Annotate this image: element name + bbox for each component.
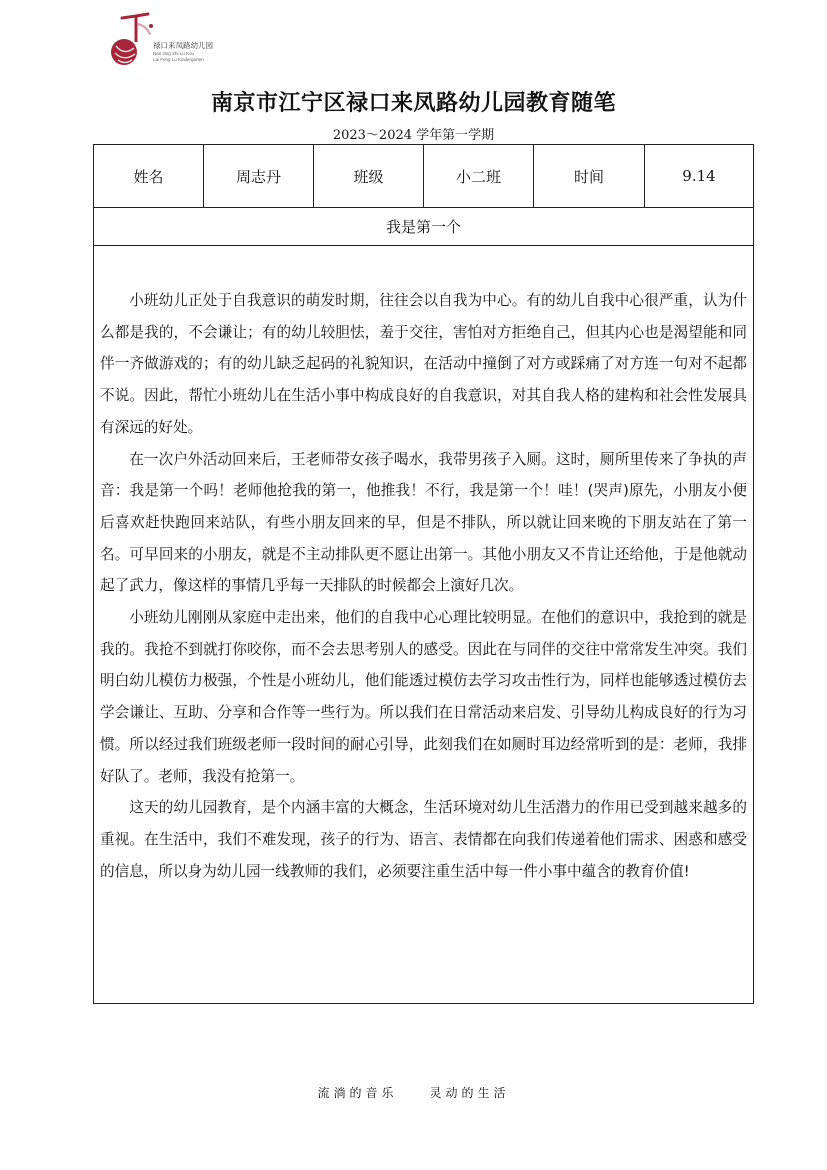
semester-label: 2023～2024 学年第一学期	[332, 128, 495, 143]
essay-table	[93, 144, 754, 1004]
class-value-cell: 小二班	[424, 145, 534, 207]
essay-body	[100, 285, 747, 887]
essay-paragraph: 这天的幼儿园教育，是个内涵丰富的大概念，生活环境对幼儿生活潜力的作用已受到越来越多的重视。在生活中，我们不难发现，孩子的行为、语言、表情都在向我们传递着他们需求、困惑和感受的信息，所以身为幼儿园一线教师的我们，必须要注重生活中每一件小事中蕴含的教育价值!	[100, 799, 747, 880]
date-value-cell: 9.14	[682, 167, 716, 185]
logo-school-name-en-line1: Nan Jing Shi Lu Kou	[153, 51, 195, 56]
essay-paragraph: 在一次户外活动回来后，王老师带女孩子喝水，我带男孩子入厕。这时，厕所里传来了争执的声音：我是第一个吗！老师他抢我的第一，他推我！不行，我是第一个！哇！(哭声)原先，小朋友小便后喜欢赶快跑回来站队，有些小朋友回来的早，但是不排队，所以就让回来晚的下朋友站在了第一名。可早回来的小朋友，就是不主动排队更不愿让出第一。其他小朋友又不肯让还给他，于是他就动起了武力，像这样的事情几乎每一天排队的时候都会上演好几次。	[100, 450, 747, 595]
document-title: 南京市江宁区禄口来凤路幼儿园教育随笔	[210, 91, 616, 116]
essay-topic: 我是第一个	[94, 208, 753, 246]
kindergarten-logo-icon	[108, 12, 156, 68]
name-value-cell: 周志丹	[204, 145, 314, 207]
info-row	[94, 145, 753, 208]
essay-paragraph: 小班幼儿正处于自我意识的萌发时期，往往会以自我为中心。有的幼儿自我中心很严重，认为什么都是我的，不会谦让；有的幼儿较胆怯，羞于交往，害怕对方拒绝自己，但其内心也是渴望能和同伴一齐做游戏的；有的幼儿缺乏起码的礼貌知识，在活动中撞倒了对方或踩痛了对方连一句对不起都不说。因此，帮忙小班幼儿在生活小事中构成良好的自我意识，对其自我人格的建构和社会性发展具有深远的好处。	[100, 292, 747, 436]
page-footer-slogan: 流淌的音乐 灵动的生活	[317, 1086, 510, 1100]
date-label-cell: 时间	[534, 145, 645, 207]
logo-school-name-en-line2: Lai Feng Lu Kindergarten	[153, 57, 204, 62]
school-logo	[108, 12, 238, 70]
logo-school-name-cn: 禄口来凤路幼儿园	[153, 41, 213, 50]
name-label-cell: 姓名	[94, 145, 204, 207]
class-label-cell: 班级	[314, 145, 424, 207]
essay-paragraph: 小班幼儿刚刚从家庭中走出来，他们的自我中心心理比较明显。在他们的意识中，我抢到的就是我的。我抢不到就打你咬你，而不会去思考别人的感受。因此在与同伴的交往中常常发生冲突。我们明白幼儿模仿力极强，个性是小班幼儿，他们能透过模仿去学习攻击性行为，同样也能够透过模仿去学会谦让、互助、分享和合作等一些行为。所以我们在日常活动来启发、引导幼儿构成良好的行为习惯。所以经过我们班级老师一段时间的耐心引导，此刻我们在如厕时耳边经常听到的是：老师，我排好队了。老师，我没有抢第一。	[100, 609, 747, 785]
